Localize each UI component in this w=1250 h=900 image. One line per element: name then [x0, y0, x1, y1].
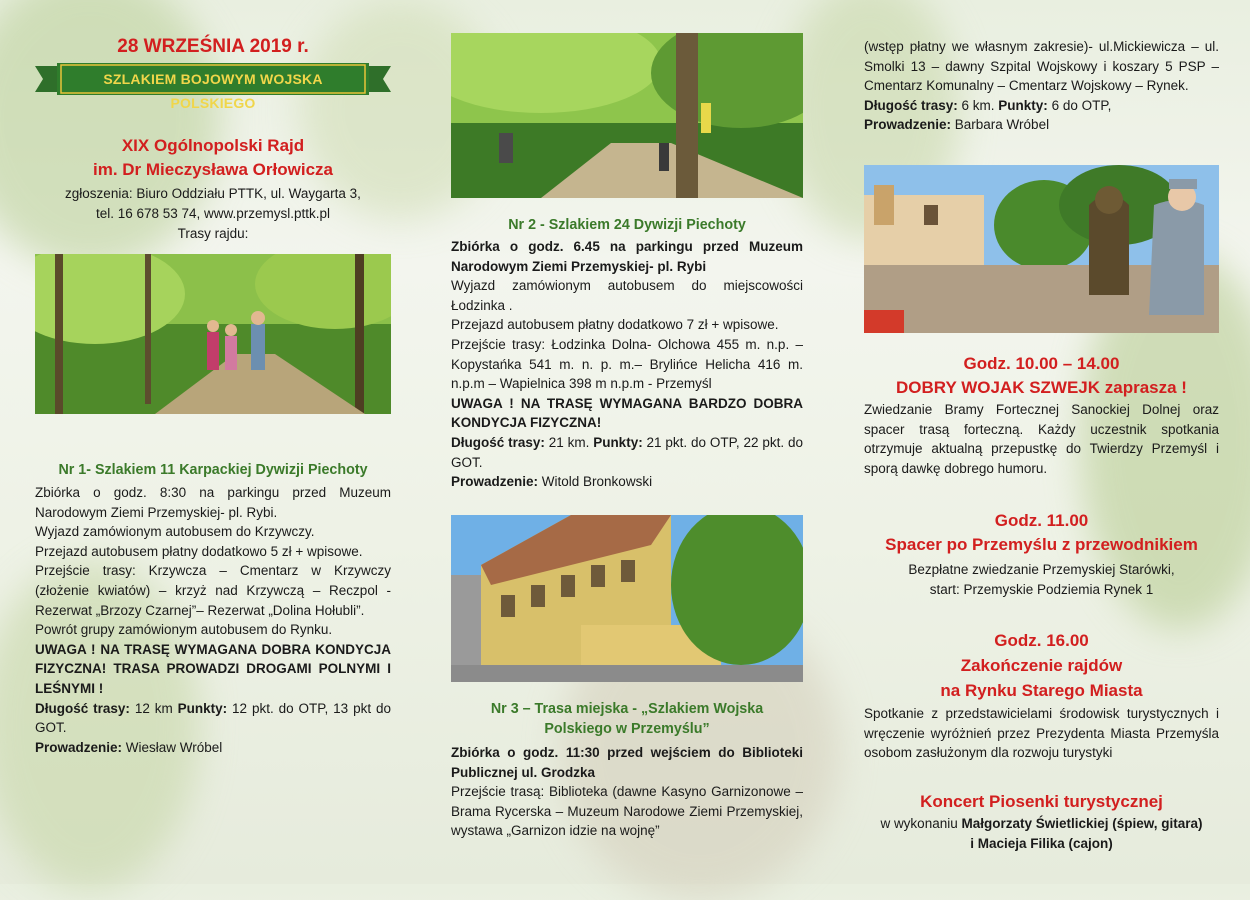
route2-fare: Przejazd autobusem płatny dodatkowo 7 zł + wpisowe. — [451, 317, 779, 333]
event1-time: Godz. 10.00 – 14.00 — [963, 354, 1120, 373]
route1-length: Długość trasy: 12 km Punkty: 12 pkt. do OTP, 13 pkt do GOT. — [35, 700, 391, 736]
event-date: 28 WRZEŚNIA 2019 r. — [117, 36, 309, 57]
route1-lead: Prowadzenie: Wiesław Wróbel — [35, 739, 223, 755]
route3-meeting: Zbiórka o godz. 11:30 przed wejściem do Biblioteki Publicznej ul. Grodzka — [451, 745, 803, 780]
event3-title-1: Zakończenie rajdów — [960, 656, 1123, 675]
route1-title: Nr 1- Szlakiem 11 Karpackiej Dywizji Piechoty — [58, 462, 368, 478]
route3-length: Długość trasy: 6 km. Punkty: 6 do OTP, — [864, 97, 1112, 113]
event2-time: Godz. 11.00 — [994, 511, 1089, 530]
photo-forest-hikers — [35, 254, 391, 414]
rally-title-2: im. Dr Mieczysława Orłowicza — [93, 160, 333, 179]
rally-title-1: XIX Ogólnopolski Rajd — [121, 136, 305, 155]
route2-meeting: Zbiórka o godz. 6.45 na parkingu przed Muzeum Narodowym Ziemi Przemyskiej- pl. Rybi — [451, 239, 803, 274]
event3-title-2: na Rynku Starego Miasta — [940, 681, 1143, 700]
route2-warning: UWAGA ! NA TRASĘ WYMAGANA BARDZO DOBRA KONDYCJA FIZYCZNA! — [451, 395, 803, 431]
concert-title: Koncert Piosenki turystycznej — [920, 792, 1163, 811]
event1-title: DOBRY WOJAK SZWEJK zaprasza ! — [896, 378, 1187, 397]
event3-text: Spotkanie z przedstawicielami środowisk turystycznych i wręczenie wyróżnień przez Prezydenta Miasta Przemyśla osobom zasłużonym dla rozwoju turystyki — [864, 706, 1219, 761]
photo-library-building — [451, 515, 803, 682]
route2-title: Nr 2 - Szlakiem 24 Dywizji Piechoty — [508, 217, 746, 233]
event2-line1: Bezpłatne zwiedzanie Przemyskiej Starówki, — [908, 562, 1175, 577]
column-right — [864, 0, 1219, 884]
event2-title: Spacer po Przemyślu z przewodnikiem — [885, 535, 1198, 554]
photo-szwejk-statue — [864, 165, 1219, 333]
route2-lead: Prowadzenie: Witold Bronkowski — [451, 474, 653, 490]
route1-bus: Wyjazd zamówionym autobusem do Krzywczy. — [35, 524, 315, 540]
route3-title-1: Nr 3 – Trasa miejska - „Szlakiem Wojska — [490, 701, 764, 717]
column-middle — [451, 0, 803, 884]
column-left — [35, 0, 391, 884]
rally-info-1: zgłoszenia: Biuro Oddziału PTTK, ul. Waygarta 3, — [65, 186, 361, 201]
route3-title-2: Polskiego w Przemyślu” — [544, 721, 710, 737]
route2-path: Przejście trasy: Łodzinka Dolna- Olchowa 455 m. n.p. – Kopystańka 541 m. n. p. m.– Brylińce Helicha 416 m. n.p.m – Wapielnica 398 m n.p.m - Przemyśl — [451, 336, 803, 392]
route3-lead: Prowadzenie: Barbara Wróbel — [864, 117, 1050, 133]
rally-info-3: Trasy rajdu: — [177, 226, 249, 241]
banner-title: SZLAKIEM BOJOWYM WOJSKA POLSKIEGO — [103, 71, 323, 111]
route1-path: Przejście trasy: Krzywcza – Cmentarz w Krzywczy (złożenie kwiatów) – krzyż nad Krzywczą – Reczpol - Rezerwat „Brzozy Czarnej”– Rezerwat „Dolina Hołubli”. — [35, 563, 391, 618]
route1-warning: UWAGA ! NA TRASĘ WYMAGANA DOBRA KONDYCJA FIZYCZNA! TRASA PROWADZI DROGAMI POLNYMI I LEŚNYMI ! — [35, 641, 391, 696]
event3-time: Godz. 16.00 — [994, 631, 1089, 650]
route1-return: Powrót grupy zamówionym autobusem do Rynku. — [35, 622, 333, 638]
route2-length: Długość trasy: 21 km. Punkty: 21 pkt. do OTP, 22 pkt. do GOT. — [451, 434, 803, 470]
route1-fare: Przejazd autobusem płatny dodatkowo 5 zł + wpisowe. — [35, 543, 363, 559]
concert-performers-1: w wykonaniu Małgorzaty Świetlickiej (śpiew, gitara) — [880, 816, 1203, 831]
event2-line2: start: Przemyskie Podziemia Rynek 1 — [929, 582, 1154, 597]
route2-bus: Wyjazd zamówionym autobusem do miejscowości Łodzinka . — [451, 278, 803, 313]
rally-info-2: tel. 16 678 53 74, www.przemysl.pttk.pl — [95, 206, 331, 221]
event1-text: Zwiedzanie Bramy Fortecznej Sanockiej Dolnej oraz spacer trasą forteczną. Każdy uczestnik spotkania otrzymuje aktualną przepustkę do Twierdzy Przemyśl i sporą dawkę dobrego humoru. — [864, 402, 1219, 476]
route3-path-cont: (wstęp płatny we własnym zakresie)- ul.Mickiewicza – ul. Smolki 13 – dawny Szpital Wojskowy i koszary 5 PSP – Cmentarz Komunalny – Cmentarz Wojskowy – Rynek. — [864, 39, 1219, 94]
photo-forest-road — [451, 33, 803, 198]
route3-path: Przejście trasą: Biblioteka (dawne Kasyno Garnizonowe – Brama Rycerska – Muzeum Narodowe Ziemi Przemyskiej, wystawa „Garnizon idzie na wojnę” — [451, 784, 803, 839]
concert-performers-2: i Macieja Filika (cajon) — [970, 836, 1113, 851]
route1-meeting: Zbiórka o godz. 8:30 na parkingu przed Muzeum Narodowym Ziemi Przemyskiej- pl. Rybi. — [35, 485, 391, 520]
